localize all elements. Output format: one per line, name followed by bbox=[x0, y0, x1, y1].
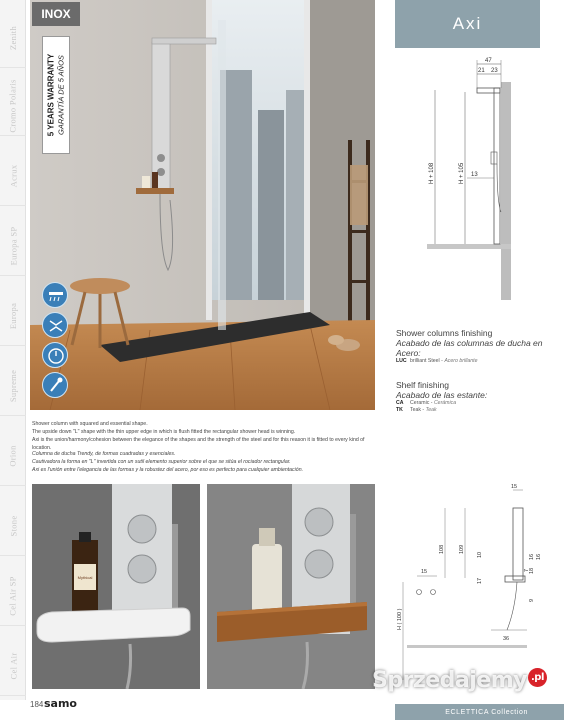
dim-h108: H + 108 bbox=[429, 162, 435, 184]
finish-row-luc: LUC brilliant Steel - Acero brillante bbox=[396, 358, 478, 364]
collection-footer-bar bbox=[395, 704, 564, 720]
page-number: 184 bbox=[30, 700, 44, 709]
warranty-spanish: GARANTÍA DE 5 AÑOS bbox=[56, 55, 65, 135]
side-tab-cel-air-sp[interactable]: Cel Air SP bbox=[0, 566, 26, 626]
side-tab-strip bbox=[0, 0, 26, 700]
dim-36: 36 bbox=[503, 636, 510, 642]
side-tab-supreme[interactable]: Supreme bbox=[0, 356, 26, 416]
side-tab-acrux[interactable]: Acrux bbox=[0, 146, 26, 206]
side-tab-europa[interactable]: Europa bbox=[0, 286, 26, 346]
shower-room-illustration bbox=[30, 0, 375, 410]
side-tab-orion[interactable]: Orion bbox=[0, 426, 26, 486]
dim-109: 109 bbox=[459, 544, 465, 554]
thermostatic-icon bbox=[42, 342, 68, 368]
sprzedajemy-watermark: Sprzedajemy .pl bbox=[372, 668, 547, 693]
hand-shower-icon bbox=[42, 372, 68, 398]
dim-15-top: 15 bbox=[511, 484, 518, 490]
description-english: Shower column with squared and essential shape. The upside down "L" shape with the thin upper edge in which is flush fitted the rectangular shower head is winning. Axi is the union/harmony/cohesion between the elegance of the shapes and the strength of the steel and for this reason it is fitted to every kind of location. bbox=[32, 421, 365, 451]
side-tab-cel-air[interactable]: Cel Air bbox=[0, 636, 26, 696]
column-finishing-section bbox=[396, 328, 561, 365]
side-tab-europa-sp[interactable]: Europa SP bbox=[0, 216, 26, 276]
side-tab-cromo-polaris[interactable]: Cromo Polaris bbox=[0, 76, 26, 136]
dim-10: 10 bbox=[477, 551, 483, 558]
dim-17: 17 bbox=[477, 577, 483, 584]
rain-shower-icon bbox=[42, 282, 68, 308]
description-spanish: Columna de ducha Trendy, de formas cuadradas y esenciales. Cautivadora la forma en "L" invertida con un sutil elemento superior sobre el que se sitúa el rociador rectangular. Axi es l'unión entre l'elegancia de las formas y la robustez del acero, por eso es perfecto para cualquier ambientación. bbox=[32, 451, 304, 473]
technical-drawing-bottom bbox=[395, 480, 560, 695]
column-finishing-subtitle: Acabado de las columnas de ducha en Acero: bbox=[396, 338, 543, 358]
samo-logo: samo bbox=[44, 697, 77, 710]
dim-13: 13 bbox=[471, 172, 478, 178]
dim-16a: 16 bbox=[529, 553, 535, 560]
dim-h100: H ( 100 ) bbox=[397, 608, 403, 630]
detail-photo-ceramic bbox=[32, 484, 200, 689]
dim-23: 23 bbox=[491, 68, 498, 74]
finish-row-tk: TK Teak - Teak bbox=[396, 407, 437, 413]
dim-9: 9 bbox=[529, 598, 535, 602]
dim-47: 47 bbox=[485, 58, 492, 64]
brand-badge: INOX bbox=[32, 2, 80, 26]
product-title: Axi bbox=[452, 14, 483, 33]
dim-h105: H + 105 bbox=[459, 162, 465, 184]
column-finishing-title: Shower columns finishing bbox=[396, 328, 493, 338]
main-product-photo bbox=[30, 0, 375, 410]
shelf-finishing-subtitle: Acabado de las estante: bbox=[396, 390, 488, 400]
side-tab-zenith[interactable]: Zenith bbox=[0, 8, 26, 68]
dim-108: 108 bbox=[439, 544, 445, 554]
dim-15-mid: 15 bbox=[421, 569, 428, 575]
body-jets-icon bbox=[42, 312, 68, 338]
detail-photo-teak bbox=[207, 484, 375, 689]
dim-16b: 16 bbox=[536, 553, 542, 560]
finish-row-ca: CA Ceramic - Cerámica bbox=[396, 400, 457, 406]
collection-name: ECLETTICA Collection bbox=[445, 708, 528, 716]
dim-21: 21 bbox=[478, 68, 485, 74]
warranty-english: 5 YEARS WARRANTY bbox=[46, 53, 55, 137]
dim-7: 7 bbox=[524, 568, 530, 572]
warranty-badge bbox=[42, 36, 70, 154]
technical-drawing-top bbox=[405, 52, 550, 317]
bottle-label: Mythical bbox=[77, 575, 93, 580]
shelf-finishing-title: Shelf finishing bbox=[396, 380, 449, 390]
product-title-box bbox=[395, 0, 540, 48]
side-tab-stone[interactable]: Stone bbox=[0, 496, 26, 556]
dim-18: 18 bbox=[529, 567, 535, 574]
shelf-finishing-section bbox=[396, 380, 561, 414]
